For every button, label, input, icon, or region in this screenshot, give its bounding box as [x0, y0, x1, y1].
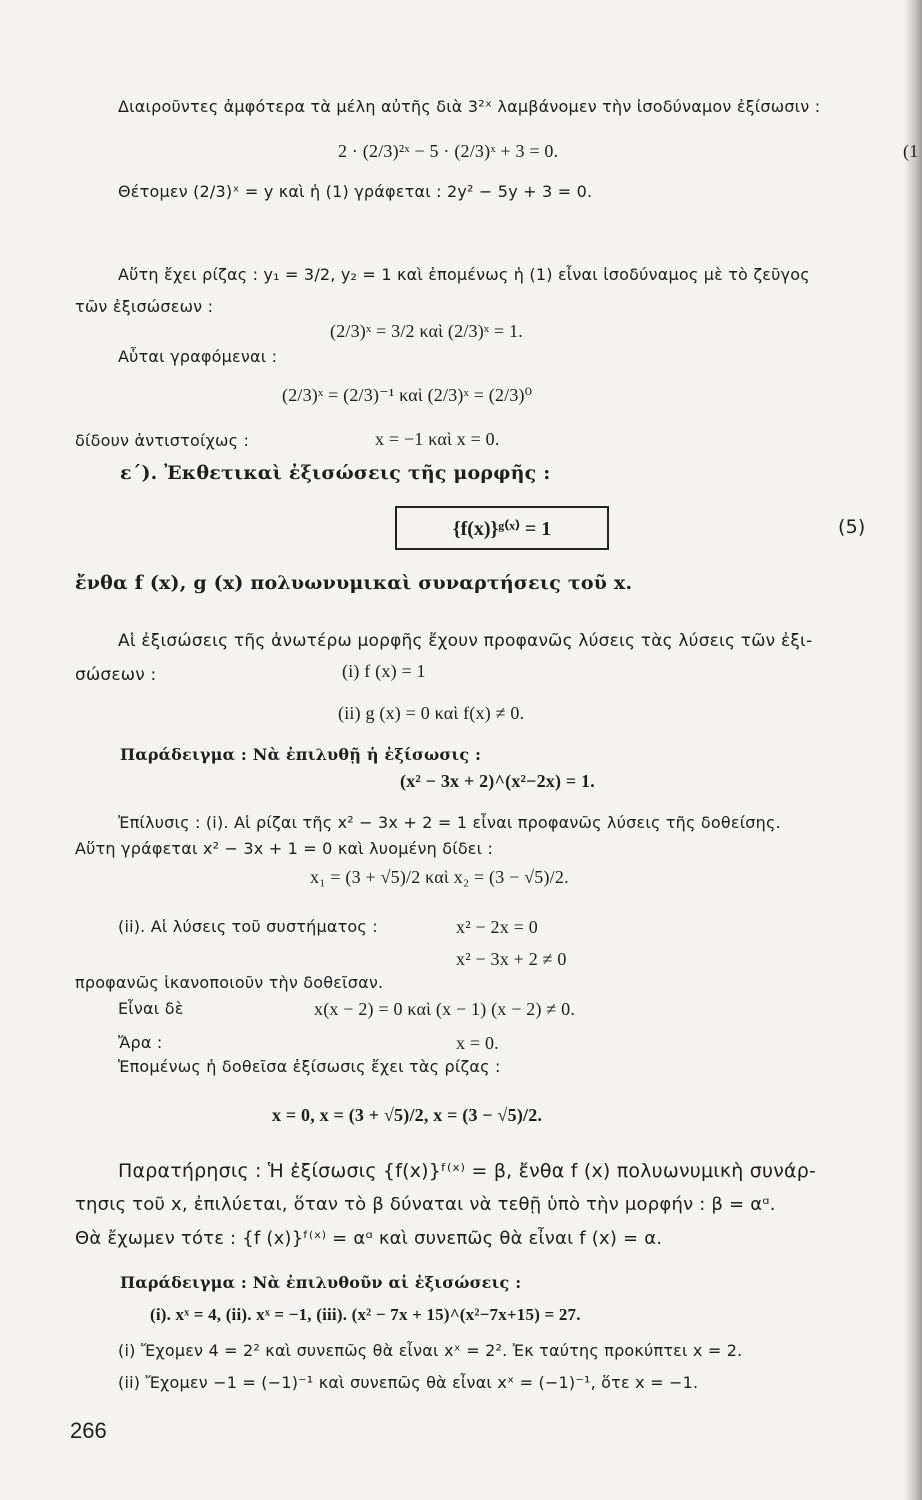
equation: (i) f (x) = 1 [342, 661, 426, 681]
equation: (2/3)ˣ = (2/3)⁻¹ καὶ (2/3)ˣ = (2/3)⁰ [282, 385, 533, 405]
example-heading: Παράδειγμα : Νὰ ἐπιλυθοῦν αἱ ἐξισώσεις : [120, 1273, 522, 1292]
equation: 2 · (2/3)²ˣ − 5 · (2/3)ˣ + 3 = 0. [338, 141, 559, 161]
text-line: τησις τοῦ x, ἐπιλύεται, ὅταν τὸ β δύναται νὰ τεθῇ ὑπὸ τὴν μορφήν : β = αᵅ. [75, 1194, 776, 1215]
text-line: (i) Ἔχομεν 4 = 2² καὶ συνεπῶς θὰ εἶναι xˣ = 2². Ἐκ ταύτης προκύπτει x = 2. [118, 1341, 743, 1360]
text-line: Ἐπίλυσις : (i). Αἱ ρίζαι τῆς x² − 3x + 2 = 1 εἶναι προφανῶς λύσεις τῆς δοθείσης. [118, 813, 781, 832]
text-line: τῶν ἐξισώσεων : [75, 297, 214, 316]
text-line: δίδουν ἀντιστοίχως : [75, 431, 250, 450]
equation: x² − 2x = 0 [456, 917, 538, 937]
text-line: Θέτομεν (2/3)ˣ = y καὶ ἡ (1) γράφεται : 2y² − 5y + 3 = 0. [118, 182, 593, 201]
section-heading: ε΄). Ἐκθετικαὶ ἐξισώσεις τῆς μορφῆς : [120, 462, 551, 484]
equation-number: (1 [903, 141, 919, 161]
text-line: Αὗται γραφόμεναι : [118, 347, 278, 366]
equation: x = −1 καὶ x = 0. [375, 429, 500, 449]
text-line: Αὕτη γράφεται x² − 3x + 1 = 0 καὶ λυομένη δίδει : [75, 839, 494, 858]
equation: (i). xˣ = 4, (ii). xˣ = −1, (iii). (x² − 7x + 15)^(x²−7x+15) = 27. [150, 1305, 581, 1324]
text-line: Διαιροῦντες ἀμφότερα τὰ μέλη αὐτῆς διὰ 3²ˣ λαμβάνομεν τὴν ἰσοδύναμον ἐξίσωσιν : [118, 97, 821, 116]
equation-number: (5) [838, 516, 866, 538]
text-line: Θὰ ἔχωμεν τότε : {f (x)}ᶠ⁽ˣ⁾ = αᵅ καὶ συνεπῶς θὰ εἶναι f (x) = α. [75, 1228, 663, 1249]
example-heading: Παράδειγμα : Νὰ ἐπιλυθῇ ἡ ἐξίσωσις : [120, 745, 482, 764]
text-line: ἔνθα f (x), g (x) πολυωνυμικαὶ συναρτήσεις τοῦ x. [75, 572, 633, 594]
page-number: 266 [70, 1418, 107, 1443]
equation: (2/3)ˣ = 3/2 καὶ (2/3)ˣ = 1. [330, 321, 523, 341]
text-line: σώσεων : [75, 665, 157, 685]
remark-line: Παρατήρησις : Ἡ ἐξίσωσις {f(x)}ᶠ⁽ˣ⁾ = β, ἔνθα f (x) πολυωνυμικὴ συνάρ- [118, 1160, 817, 1182]
equation: (x² − 3x + 2)^(x²−2x) = 1. [400, 771, 595, 791]
equation: x(x − 2) = 0 καὶ (x − 1) (x − 2) ≠ 0. [314, 999, 576, 1019]
page-edge-shadow [904, 0, 922, 1500]
text-line: Ἄρα : [118, 1033, 163, 1052]
text-line: Εἶναι δὲ [118, 999, 184, 1018]
equation: x = 0. [456, 1033, 499, 1053]
text-line: Ἑπομένως ἡ δοθεῖσα ἐξίσωσις ἔχει τὰς ρίζας : [118, 1057, 501, 1076]
text-line: Αὕτη ἔχει ρίζας : y₁ = 3/2, y₂ = 1 καὶ ἐπομένως ἡ (1) εἶναι ἰσοδύναμος μὲ τὸ ζεῦγος [118, 265, 810, 284]
text-line: Αἱ ἐξισώσεις τῆς ἀνωτέρω μορφῆς ἔχουν προφανῶς λύσεις τὰς λύσεις τῶν ἐξι- [118, 631, 813, 651]
text-line: (ii). Αἱ λύσεις τοῦ συστήματος : [118, 917, 378, 936]
equation: x = 0, x = (3 + √5)/2, x = (3 − √5)/2. [272, 1105, 543, 1125]
equation: x² − 3x + 2 ≠ 0 [456, 949, 567, 969]
boxed-equation: {f(x)}ᵍ⁽ˣ⁾ = 1 [395, 506, 609, 550]
text-line: προφανῶς ἱκανοποιοῦν τὴν δοθεῖσαν. [75, 973, 384, 992]
text-line: (ii) Ἔχομεν −1 = (−1)⁻¹ καὶ συνεπῶς θὰ εἶναι xˣ = (−1)⁻¹, ὅτε x = −1. [118, 1373, 699, 1392]
equation: (ii) g (x) = 0 καὶ f(x) ≠ 0. [338, 703, 525, 723]
equation: x₁ = (3 + √5)/2 καὶ x₂ = (3 − √5)/2. [310, 867, 569, 887]
